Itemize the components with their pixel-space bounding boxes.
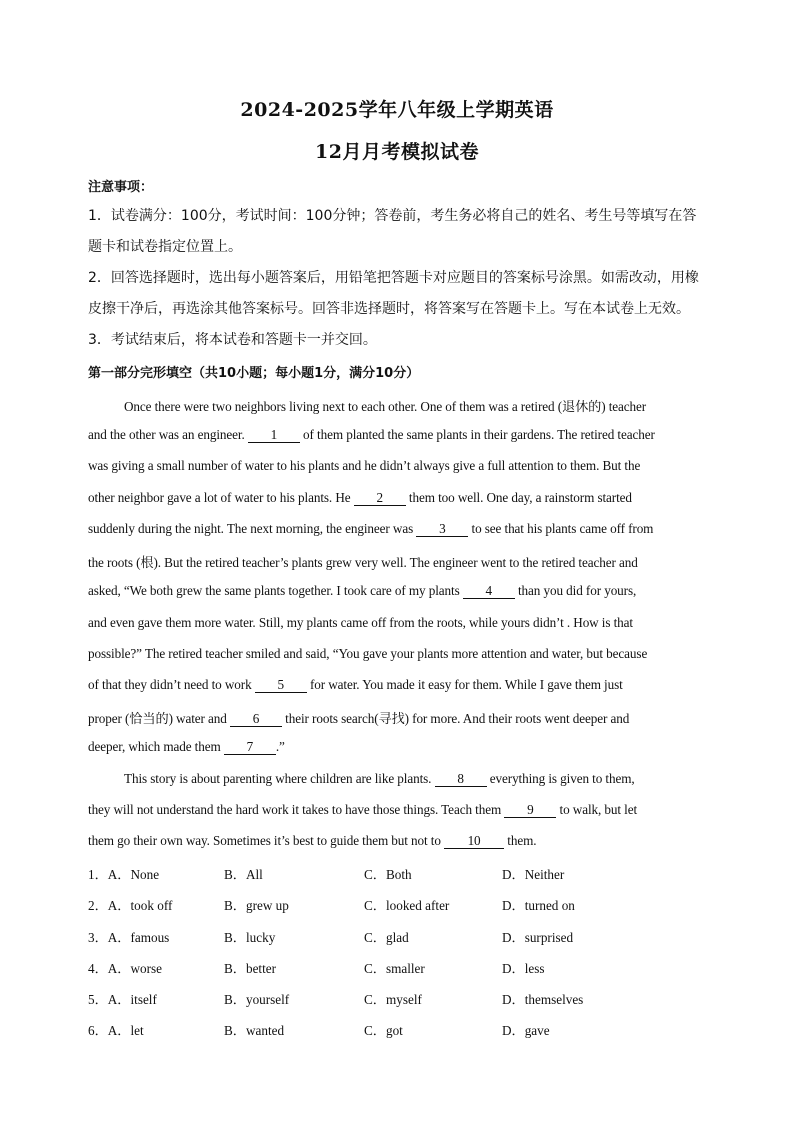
passage-line: and even gave them more water. Still, my plants came off from the roots, while yours didn’t . How is that [88, 615, 633, 630]
option-b: B．better [224, 961, 277, 976]
option-b: B．lucky [224, 930, 276, 945]
passage-text: for water. You made it easy for them. While I gave them just [306, 677, 623, 692]
passage-line [124, 771, 708, 787]
passage-line [88, 490, 708, 506]
passage-line [88, 677, 708, 693]
note-item: 3．考试结束后，将本试卷和答题卡一并交回。 [88, 332, 377, 348]
option-d: D．gave [502, 1023, 550, 1038]
passage-line [88, 739, 708, 755]
option-b: B．grew up [224, 898, 289, 913]
option-c: C．glad [364, 930, 409, 945]
passage-line [88, 583, 708, 599]
option-d: D．themselves [502, 992, 584, 1007]
option-c: C．looked after [364, 898, 450, 913]
passage-text: their roots search(寻找) for more. And their roots went deeper and [281, 711, 630, 726]
blank-6: 6 [230, 712, 282, 727]
blank-5: 5 [255, 678, 307, 693]
blank-8: 8 [435, 772, 487, 787]
option-a: 4．A．worse [88, 961, 162, 976]
blank-10: 10 [444, 834, 504, 849]
option-c: C．myself [364, 992, 422, 1007]
passage-text: and the other was an engineer. [88, 427, 248, 442]
passage-line: Once there were two neighbors living next to each other. One of them was a retired (退休的) teacher [124, 399, 647, 414]
exam-subtitle: 12月月考模拟试卷 [315, 141, 479, 163]
section-heading: 第一部分完形填空（共10小题；每小题1分，满分10分） [88, 366, 420, 381]
option-a: 5．A．itself [88, 992, 157, 1007]
blank-4: 4 [463, 584, 515, 599]
passage-line [88, 708, 708, 727]
note-item: 2．回答选择题时，选出每小题答案后，用铅笔把答题卡对应题目的答案标号涂黑。如需改动，用橡皮擦干净后，再选涂其他答案标号。回答非选择题时，将答案写在答题卡上。写在本试卷上无效。 [88, 270, 699, 317]
option-c: C．got [364, 1023, 403, 1038]
passage-text: suddenly during the night. The next morning, the engineer was [88, 521, 417, 536]
option-b: B．wanted [224, 1023, 285, 1038]
notes-heading: 注意事项： [88, 180, 154, 195]
passage-line: possible?” The retired teacher smiled and said, “You gave your plants more attention and water, but because [88, 646, 648, 661]
option-d: D．surprised [502, 930, 574, 945]
blank-3: 3 [416, 522, 468, 537]
blank-2: 2 [354, 491, 406, 506]
passage-line [88, 427, 708, 443]
passage-text: asked, “We both grew the same plants together. I took care of my plants [88, 583, 463, 598]
option-b: B．yourself [224, 992, 290, 1007]
passage-text: than you did for yours, [514, 583, 637, 598]
option-a: 2．A．took off [88, 898, 173, 913]
passage-text: everything is given to them, [486, 771, 635, 786]
passage-text: them go their own way. Sometimes it’s best to guide them but not to [88, 833, 445, 848]
passage-line: the roots (根). But the retired teacher’s plants grew very well. The engineer went to the retired teacher and [88, 555, 638, 570]
passage-text: other neighbor gave a lot of water to his plants. He [88, 490, 354, 505]
passage-text: to see that his plants came off from [468, 521, 654, 536]
passage-line [88, 833, 708, 849]
passage-text: them too well. One day, a rainstorm started [405, 490, 632, 505]
option-c: C．Both [364, 867, 412, 882]
exam-title: 2024-2025学年八年级上学期英语 [240, 99, 554, 121]
passage-text: to walk, but let [556, 802, 638, 817]
blank-7: 7 [224, 740, 276, 755]
passage-text: them. [504, 833, 537, 848]
option-a: 1．A．None [88, 867, 160, 882]
passage-text: proper (恰当的) water and [88, 711, 230, 726]
passage-line [88, 521, 708, 537]
passage-text: of them planted the same plants in their gardens. The retired teacher [299, 427, 655, 442]
passage-text: deeper, which made them [88, 739, 224, 754]
note-item: 1．试卷满分：100分，考试时间：100分钟；答卷前，考生务必将自己的姓名、考生号等填写在答题卡和试卷指定位置上。 [88, 208, 697, 255]
passage-line [88, 802, 708, 818]
option-a: 3．A．famous [88, 930, 170, 945]
passage-text: of that they didn’t need to work [88, 677, 255, 692]
option-a: 6．A．let [88, 1023, 144, 1038]
blank-1: 1 [248, 428, 300, 443]
passage-text: .” [275, 739, 285, 754]
blank-9: 9 [504, 803, 556, 818]
passage-line: was giving a small number of water to his plants and he didn’t always give a full attention to them. But the [88, 458, 641, 473]
passage-text: This story is about parenting where children are like plants. [124, 771, 435, 786]
option-b: B．All [224, 867, 263, 882]
option-d: D．Neither [502, 867, 565, 882]
passage-text: they will not understand the hard work it takes to have those things. Teach them [88, 802, 505, 817]
option-d: D．turned on [502, 898, 575, 913]
option-c: C．smaller [364, 961, 425, 976]
option-d: D．less [502, 961, 545, 976]
